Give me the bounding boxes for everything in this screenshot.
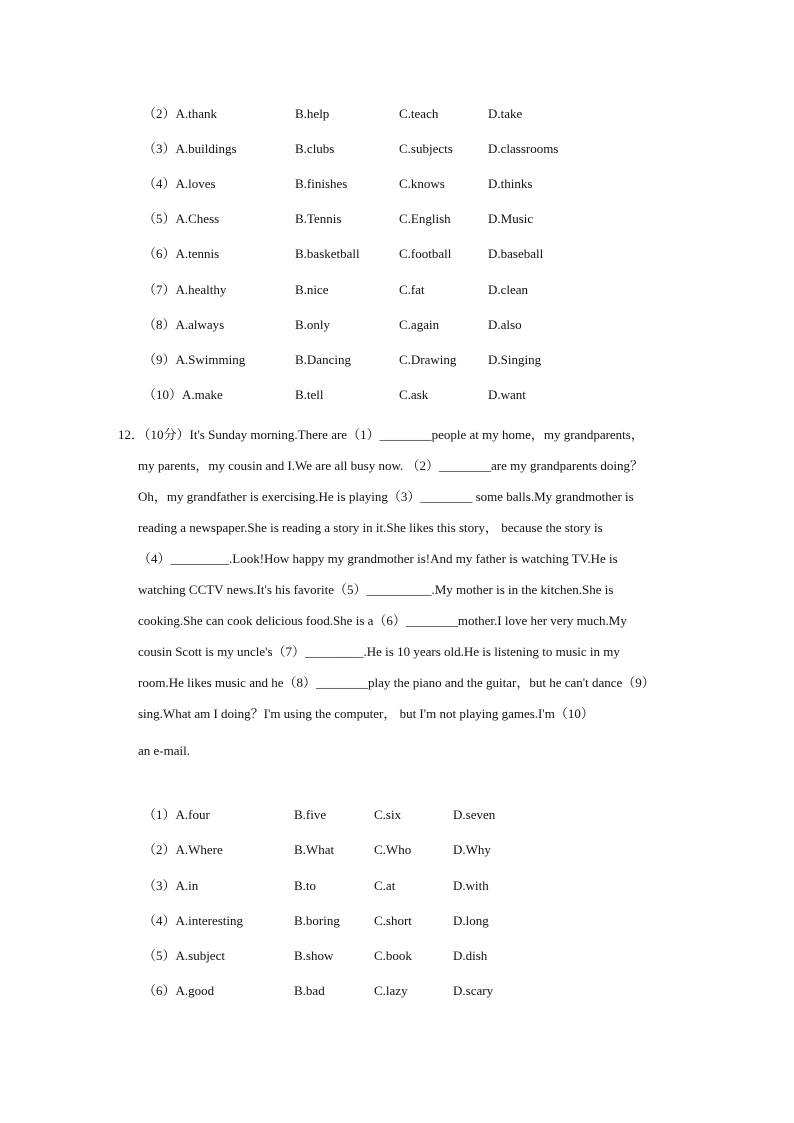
option-row [143,315,643,335]
option-a: （6）A.good [143,983,215,998]
option-c: C.lazy [374,983,408,998]
option-b: B.tell [295,387,324,402]
option-row [143,981,563,1001]
option-d: D.baseball [488,246,544,261]
option-d: D.seven [453,807,496,822]
option-c: C.teach [399,106,439,121]
option-b: B.bad [294,983,325,998]
option-d: D.thinks [488,176,533,191]
option-a: （1）A.four [143,807,210,822]
option-d: D.take [488,106,523,121]
option-c: C.English [399,211,451,226]
option-a: （7）A.healthy [143,282,227,297]
option-d: D.with [453,878,489,893]
option-a: （4）A.loves [143,176,216,191]
option-a: （10）A.make [143,387,223,402]
passage-line: reading a newspaper.She is reading a story in it.She likes this story， because the story is [138,520,603,535]
option-c: C.book [374,948,412,963]
option-a: （9）A.Swimming [143,352,246,367]
option-c: C.at [374,878,396,893]
option-row [143,139,643,159]
option-c: C.subjects [399,141,453,156]
option-c: C.six [374,807,402,822]
passage-line: my parents，my cousin and I.We are all busy now. （2）________are my grandparents doing？ [138,458,644,473]
option-d: D.Music [488,211,534,226]
passage-line: 12．（10分）It's Sunday morning.There are（1）________people at my home，my grandparents， [118,427,644,442]
option-row [143,350,643,370]
option-a: （5）A.Chess [143,211,220,226]
passage-line: Oh，my grandfather is exercising.He is playing（3）________ some balls.My grandmother is [138,489,634,504]
passage-line: cousin Scott is my uncle's（7）_________.He is 10 years old.He is listening to music in my [138,644,620,659]
option-b: B.What [294,842,335,857]
option-d: D.long [453,913,489,928]
question-12-passage [118,419,678,766]
option-b: B.finishes [295,176,348,191]
option-d: D.also [488,317,522,332]
option-c: C.fat [399,282,425,297]
option-d: D.Why [453,842,491,857]
option-row [143,946,563,966]
option-b: B.basketball [295,246,360,261]
option-a: （2）A.thank [143,106,218,121]
option-c: C.ask [399,387,429,402]
option-c: C.again [399,317,440,332]
option-a: （3）A.buildings [143,141,237,156]
option-c: C.Who [374,842,412,857]
passage-line: sing.What am I doing？I'm using the computer， but I'm not playing games.I'm（10） [138,706,594,721]
option-b: B.only [295,317,331,332]
option-a: （5）A.subject [143,948,225,963]
passage-line: an e-mail. [138,743,190,758]
option-d: D.Singing [488,352,542,367]
option-c: C.knows [399,176,445,191]
option-a: （2）A.Where [143,842,223,857]
option-a: （6）A.tennis [143,246,220,261]
option-d: D.classrooms [488,141,559,156]
option-b: B.show [294,948,334,963]
option-a: （3）A.in [143,878,199,893]
option-b: B.nice [295,282,329,297]
option-d: D.dish [453,948,488,963]
option-a: （8）A.always [143,317,225,332]
option-b: B.Tennis [295,211,342,226]
passage-line: watching CCTV news.It's his favorite（5）__________.My mother is in the kitchen.She is [138,582,614,597]
option-b: B.boring [294,913,340,928]
option-row [143,876,563,896]
option-b: B.to [294,878,317,893]
option-c: C.Drawing [399,352,457,367]
option-b: B.Dancing [295,352,351,367]
passage-line: cooking.She can cook delicious food.She is a（6）________mother.I love her very much.My [138,613,627,628]
option-row [143,174,643,194]
option-row [143,385,643,405]
option-b: B.clubs [295,141,335,156]
option-c: C.short [374,913,412,928]
option-c: C.football [399,246,452,261]
option-row [143,209,643,229]
passage-line: room.He likes music and he（8）________play the piano and the guitar，but he can't dance（9） [138,675,655,690]
option-d: D.clean [488,282,529,297]
option-row [143,280,643,300]
option-b: B.five [294,807,327,822]
passage-line: （4）_________.Look!How happy my grandmother is!And my father is watching TV.He is [138,551,618,566]
option-b: B.help [295,106,330,121]
option-row [143,104,643,124]
option-row [143,911,563,931]
option-row [143,840,563,860]
option-d: D.scary [453,983,494,998]
option-row [143,805,563,825]
option-d: D.want [488,387,526,402]
option-row [143,244,643,264]
option-a: （4）A.interesting [143,913,244,928]
